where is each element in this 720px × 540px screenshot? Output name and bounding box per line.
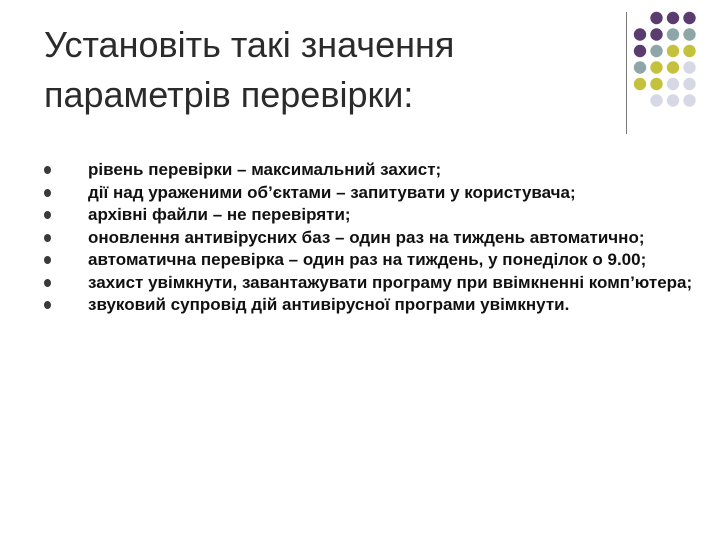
decorative-dot (634, 61, 646, 73)
list-item (44, 295, 704, 315)
decorative-dot (650, 28, 662, 40)
list-item (44, 183, 704, 203)
list-item (44, 228, 704, 248)
bullet-icon (44, 256, 51, 264)
list-item (44, 273, 704, 293)
bullet-icon (44, 301, 51, 309)
list-item-text: рівень перевірки – максимальний захист; (88, 160, 442, 179)
decorative-dot (667, 12, 679, 24)
title-line-1: Установіть такі значення (44, 24, 455, 65)
decorative-dot (683, 45, 695, 57)
decorative-dot (667, 28, 679, 40)
bullet-icon (44, 234, 51, 242)
settings-list (44, 160, 704, 318)
decorative-dot (650, 94, 662, 106)
decorative-dot (634, 28, 646, 40)
bullet-icon (44, 166, 51, 174)
decorative-dot (667, 94, 679, 106)
list-item-text: звуковий супровід дій антивірусної програми увімкнути. (88, 295, 570, 314)
decorative-dot (634, 45, 646, 57)
decorative-dot (683, 94, 695, 106)
decorative-dot (683, 28, 695, 40)
decorative-dot (650, 78, 662, 90)
list-item (44, 205, 704, 225)
decorative-dot (650, 12, 662, 24)
list-item (44, 160, 704, 180)
decorative-dot (667, 78, 679, 90)
decorative-dot (650, 61, 662, 73)
bullet-icon (44, 279, 51, 287)
title-line-2: параметрів перевірки: (44, 74, 414, 115)
decorative-dot (683, 12, 695, 24)
decorative-dot-grid (0, 0, 720, 140)
decorative-dot (683, 61, 695, 73)
decorative-dot (683, 78, 695, 90)
decorative-dot (667, 61, 679, 73)
list-item (44, 250, 704, 270)
bullet-icon (44, 211, 51, 219)
list-item-text: автоматична перевірка – один раз на тиждень, у понеділок о 9.00; (88, 250, 647, 269)
list-item-text: архівні файли – не перевіряти; (88, 205, 351, 224)
list-item-text: захист увімкнути, завантажувати програму при ввімкненні комп’ютера; (88, 272, 693, 292)
bullet-icon (44, 189, 51, 197)
list-item-text: дії над ураженими об’єктами – запитувати у користувача; (88, 182, 576, 202)
decorative-dot (667, 45, 679, 57)
decorative-dot (634, 78, 646, 90)
list-item-text: оновлення антивірусних баз – один раз на тиждень автоматично; (88, 227, 645, 247)
decorative-dot (650, 45, 662, 57)
